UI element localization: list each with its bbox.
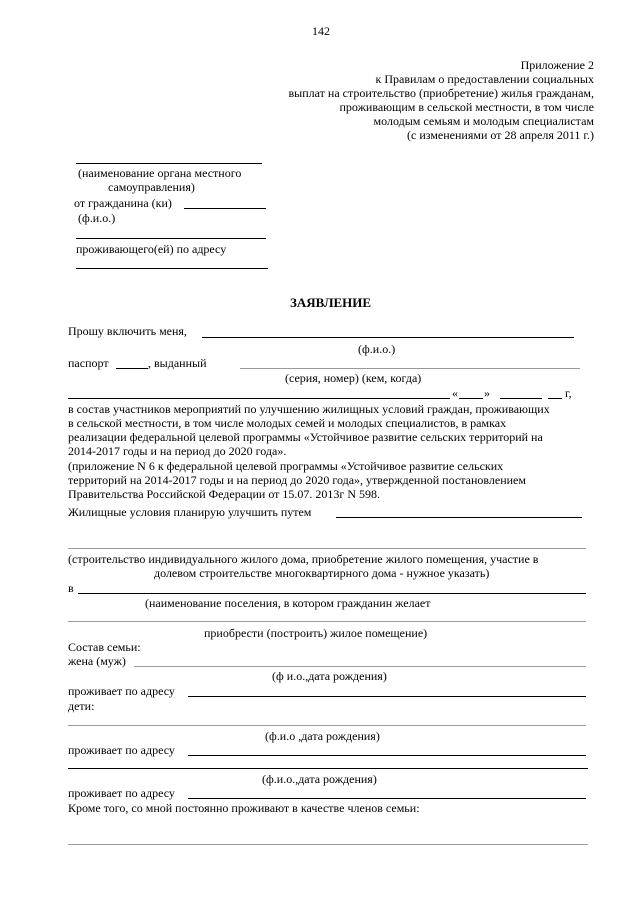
passport-number-line <box>116 368 148 369</box>
document-heading: ЗАЯВЛЕНИЕ <box>290 295 372 310</box>
method-caption-2: долевом строительстве многоквартирного дома - нужное указать) <box>154 566 490 580</box>
date-year-line <box>548 398 562 399</box>
members-line <box>68 844 588 845</box>
improve-method-line <box>336 517 582 518</box>
appendix-line-3: проживающим в сельской местности, в том числе <box>339 100 594 114</box>
child2-caption: (ф.и.о.,дата рождения) <box>262 772 377 786</box>
body-line-6: территорий на 2014-2017 годы и на период до 2020 года», утвержденной постановлением <box>68 473 526 487</box>
child2-line <box>68 768 588 769</box>
settlement-caption-1: (наименование поселения, в котором гражданин желает <box>145 596 431 610</box>
year-suffix: г, <box>565 386 572 400</box>
residing-label: проживающего(ей) по адресу <box>76 242 227 256</box>
organ-label-1: (наименование органа местного <box>78 166 242 180</box>
issued-continue-line <box>68 398 450 399</box>
spouse-line <box>134 666 586 667</box>
body-line-3: реализации федеральной целевой программы «Устойчивое развитие сельских территорий на <box>68 430 543 444</box>
date-open-quote: « <box>452 386 458 400</box>
settlement-line <box>78 593 586 594</box>
date-month-line <box>500 398 542 399</box>
spouse-caption: (ф и.о.,дата рождения) <box>272 669 387 683</box>
residing-address-line <box>76 268 268 269</box>
child1-caption: (ф.и.о ,дата рождения) <box>265 729 380 743</box>
child1-line <box>68 725 586 726</box>
passport-caption: (серия, номер) (кем, когда) <box>285 371 422 385</box>
improve-method-line-2 <box>68 548 586 549</box>
date-day-line <box>459 398 483 399</box>
addressee-fio-label: (ф.и.о.) <box>78 211 116 225</box>
family-label: Состав семьи: <box>68 640 141 654</box>
appendix-line-4: молодым семьям и молодым специалистам <box>373 114 594 128</box>
spouse-address-line <box>188 696 586 697</box>
also-label: Кроме того, со мной постоянно проживают в качестве членов семьи: <box>68 801 420 815</box>
from-label: от гражданина (ки) <box>74 196 172 210</box>
date-close-quote: » <box>484 386 490 400</box>
issued-label: , выданный <box>148 356 207 370</box>
appendix-title: Приложение 2 <box>520 58 594 72</box>
in-label: в <box>68 581 74 595</box>
settlement-line-2 <box>68 621 586 622</box>
body-line-2: в сельской местности, в том числе молодых семей и молодых специалистов, в рамках <box>68 416 507 430</box>
child2-address-line <box>188 798 586 799</box>
passport-label: паспорт <box>68 356 109 370</box>
address-label-1: проживает по адресу <box>68 684 175 698</box>
child1-address-line <box>188 755 586 756</box>
request-fio-line <box>202 337 574 338</box>
improve-label: Жилищные условия планирую улучшить путем <box>68 505 312 519</box>
page-number: 142 <box>312 24 330 38</box>
body-line-1: в состав участников мероприятий по улучшению жилищных условий граждан, проживающих <box>68 402 550 416</box>
organ-name-line <box>76 163 262 164</box>
body-line-7: Правительства Российской Федерации от 15.07. 2013г N 598. <box>68 487 380 501</box>
issued-by-line <box>240 368 580 369</box>
appendix-line-5: (с изменениями от 28 апреля 2011 г.) <box>407 128 594 142</box>
fio-caption: (ф.и.о.) <box>358 342 396 356</box>
method-caption-1: (строительство индивидуального жилого дома, приобретение жилого помещения, участие в <box>68 552 539 566</box>
appendix-line-1: к Правилам о предоставлении социальных <box>375 72 594 86</box>
from-name-line <box>184 208 266 209</box>
request-label: Прошу включить меня, <box>68 324 187 338</box>
children-label: дети: <box>68 699 95 713</box>
address-label-3: проживает по адресу <box>68 786 175 800</box>
organ-label-2: самоуправления) <box>108 180 195 194</box>
spouse-label: жена (муж) <box>68 654 126 668</box>
addressee-fio-line <box>76 238 266 239</box>
body-line-4: 2014-2017 годы и на период до 2020 года». <box>68 444 287 458</box>
appendix-line-2: выплат на строительство (приобретение) жилья гражданам, <box>288 86 594 100</box>
address-label-2: проживает по адресу <box>68 743 175 757</box>
settlement-caption-2: приобрести (построить) жилое помещение) <box>204 626 428 640</box>
body-line-5: (приложение N 6 к федеральной целевой программы «Устойчивое развитие сельских <box>68 459 504 473</box>
